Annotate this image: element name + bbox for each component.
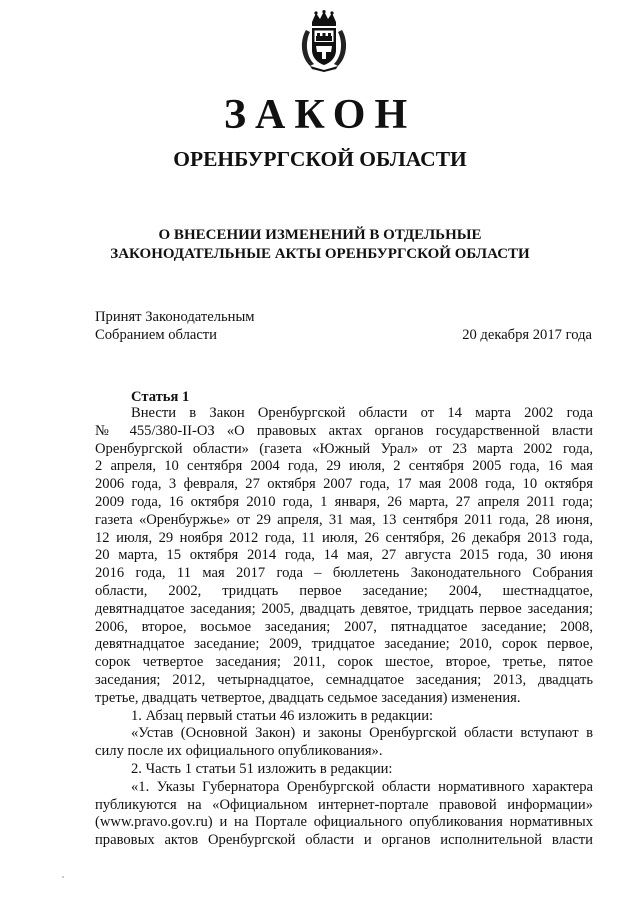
coat-of-arms-icon xyxy=(298,10,350,72)
adoption-line: Собранием области xyxy=(95,327,217,343)
article-text xyxy=(95,405,593,850)
region-title: ОРЕНБУРГСКОЙ ОБЛАСТИ xyxy=(173,147,467,171)
text-line: 20 марта, 15 октября 2014 года, 14 мая, 27 августа 2015 года, 30 июня xyxy=(95,547,593,564)
law-subject xyxy=(0,226,640,264)
subject-line: ЗАКОНОДАТЕЛЬНЫЕ АКТЫ ОРЕНБУРГСКОЙ ОБЛАСТИ xyxy=(110,246,530,262)
text-line: «Устав (Основной Закон) и законы Оренбургской области вступают в xyxy=(131,725,593,742)
text-line: девятнадцатое заседания; 2005, двадцать девятое, тридцать первое заседания; xyxy=(95,600,593,617)
text-line: 1. Абзац первый статьи 46 изложить в редакции: xyxy=(131,707,434,724)
text-line: «1. Указы Губернатора Оренбургской области нормативного характера xyxy=(131,778,593,795)
subject-line: О ВНЕСЕНИИ ИЗМЕНЕНИЙ В ОТДЕЛЬНЫЕ xyxy=(158,227,482,243)
scan-speck xyxy=(62,876,64,878)
article-heading: Статья 1 xyxy=(131,389,190,405)
text-line: правовых актов Оренбургской области и органов исполнительной власти xyxy=(95,832,593,849)
text-line: 12 июля, 29 ноября 2012 года, 11 июля, 26 сентября, 26 декабря 2013 года, xyxy=(95,529,593,546)
text-line: 2009 года, 16 октября 2010 года, 1 января, 26 марта, 27 апреля 2011 года; xyxy=(95,493,593,510)
law-title: ЗАКОН xyxy=(223,92,417,138)
text-line: сорок четвертое заседания; 2011, сорок шестое, второе, третье, пятое xyxy=(95,654,593,671)
text-line: 2 апреля, 10 сентября 2004 года, 29 июля, 2 сентября 2005 года, 16 мая xyxy=(95,458,593,475)
text-line: 2016 года, 11 мая 2017 года – бюллетень Законодательного Собрания xyxy=(95,565,593,582)
adoption-body xyxy=(95,308,254,344)
adoption-date: 20 декабря 2017 года xyxy=(462,327,592,343)
text-line: девятнадцатое заседание; 2009, тридцатое заседание; 2010, сорок первое, xyxy=(95,636,593,653)
text-line: заседания; 2012, четырнадцатое, семнадцатое заседания; 2013, двадцать xyxy=(95,671,593,688)
text-line: Внести в Закон Оренбургской области от 14 марта 2002 года xyxy=(131,405,593,421)
text-line: (www.pravo.gov.ru) и на Портале официального опубликования нормативных xyxy=(95,814,593,831)
text-line: 2006 года, 3 февраля, 27 октября 2007 года, 17 мая 2008 года, 10 октября xyxy=(95,476,593,493)
text-line: третье, двадцать четвертое, двадцать седьмое заседания) изменения. xyxy=(95,689,521,706)
text-line: газета «Оренбуржье» от 29 апреля, 31 мая, 13 сентября 2011 года, 28 июня, xyxy=(95,511,593,528)
text-line: № 455/380-II-ОЗ «О правовых актах органов государственной власти xyxy=(95,422,593,439)
text-line: силу после их официального опубликования». xyxy=(95,743,383,760)
text-line: Оренбургской области» (газета «Южный Урал» от 23 марта 2002 года, xyxy=(95,440,593,457)
text-line: области, 2002, тридцать первое заседание; 2004, шестнадцатое, xyxy=(95,582,593,599)
text-line: 2006, второе, восьмое заседания; 2007, пятнадцатое заседание; 2008, xyxy=(95,618,593,635)
text-line: 2. Часть 1 статьи 51 изложить в редакции: xyxy=(131,760,393,777)
adoption-line: Принят Законодательным xyxy=(95,309,255,325)
text-line: публикуются на «Официальном интернет-портале правовой информации» xyxy=(95,796,593,813)
